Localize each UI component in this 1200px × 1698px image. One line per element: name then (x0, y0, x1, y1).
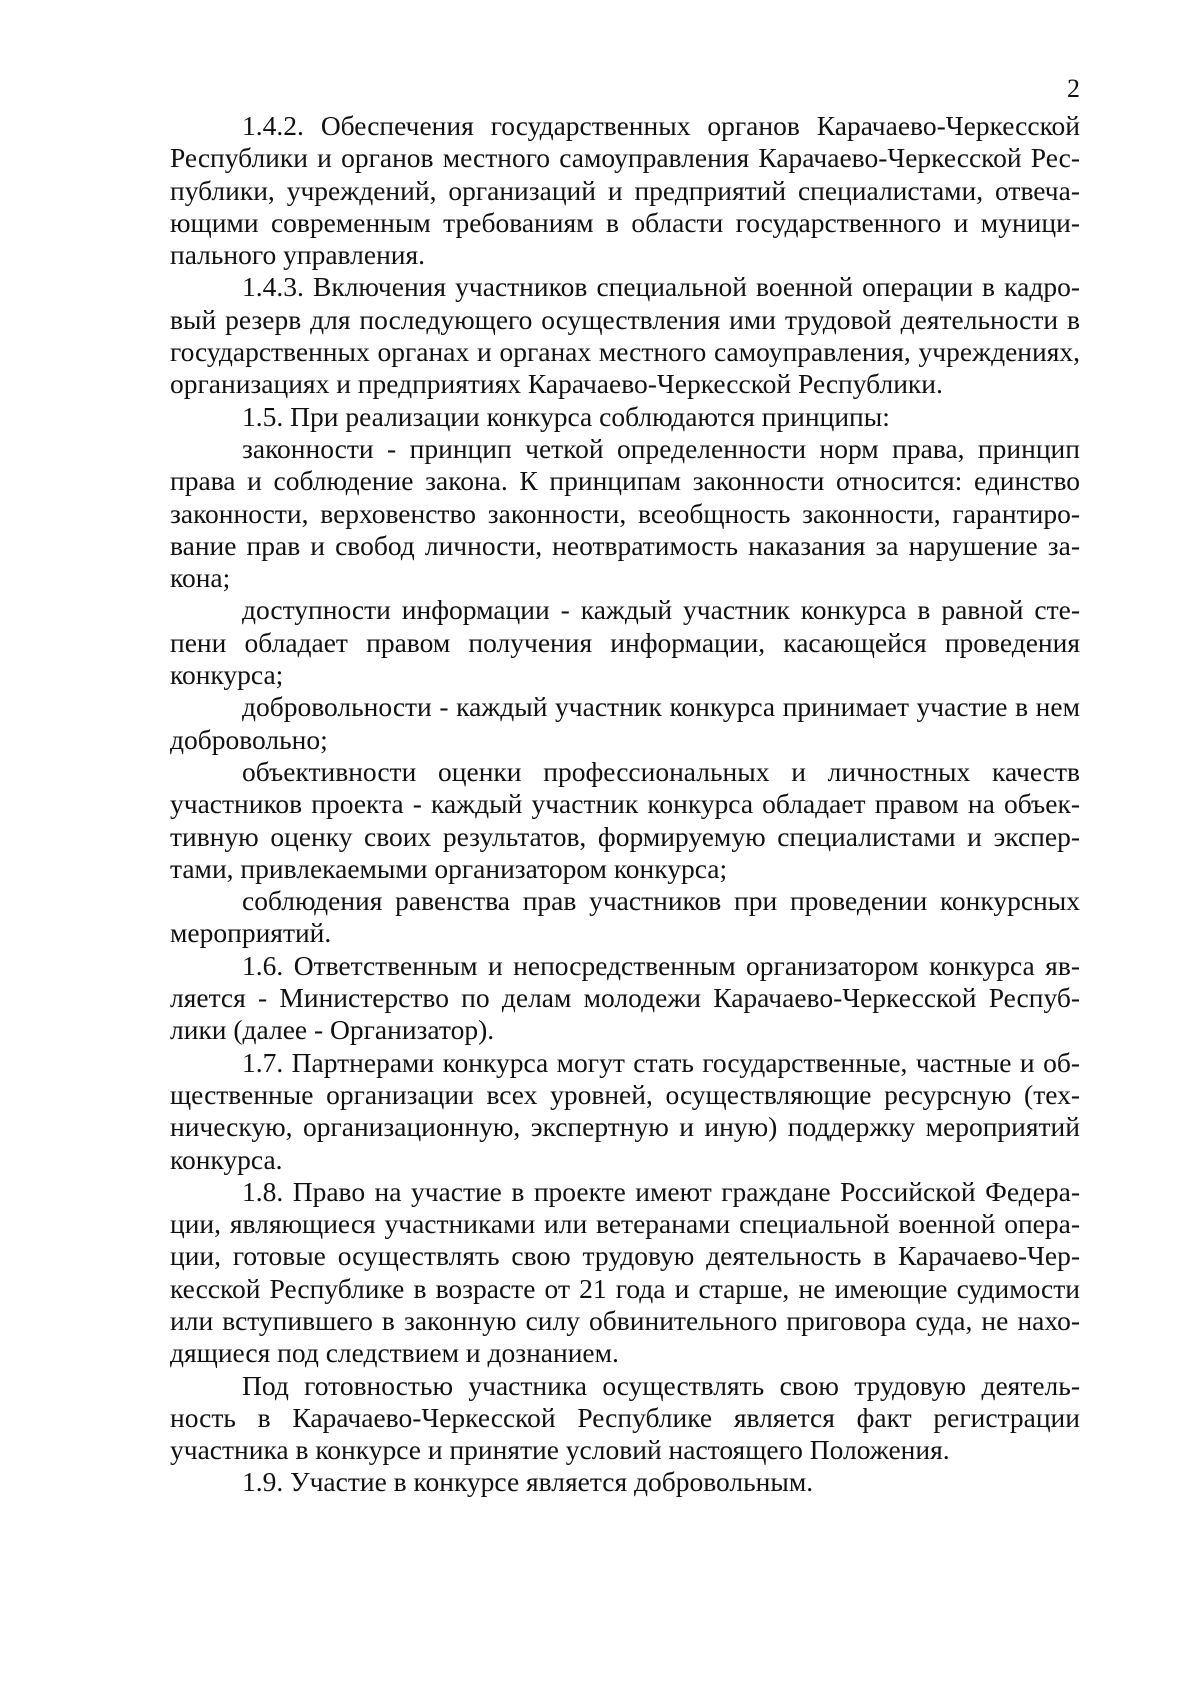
principle-equality: соблюдения равенства прав участников при проведении конкурсных мероприятий. (170, 885, 1080, 949)
paragraph-readiness: Под готовностью участника осуществлять свою трудовую деятельность в Карачаево-Черкесской Республике является факт регистрации участника в конкурсе и принятие условий настоящего Положения. (170, 1369, 1080, 1466)
paragraph-1-6: 1.6. Ответственным и непосредственным организатором конкурса является - Министерство по делам молодежи Карачаево-Черкесской Республики (далее - Организатор). (170, 949, 1080, 1046)
page-number: 2 (1067, 74, 1080, 103)
paragraph-1-4-3: 1.4.3. Включения участников специальной военной операции в кадровый резерв для последующего осуществления ими трудовой деятельности в государственных органах и органах местного самоуправления, учреждениях, организациях и предприятиях Карачаево-Черкесской Республики. (170, 271, 1080, 400)
paragraph-1-7: 1.7. Партнерами конкурса могут стать государственные, частные и общественные организации всех уровней, осуществляющие ресурсную (техническую, организационную, экспертную и иную) поддержку мероприятий конкурса. (170, 1046, 1080, 1175)
principle-voluntariness: добровольности - каждый участник конкурса принимает участие в нем добровольно; (170, 691, 1080, 755)
paragraph-1-9: 1.9. Участие в конкурсе является добровольным. (242, 1466, 814, 1498)
principle-objectivity: объективности оценки профессиональных и личностных качеств участников проекта - каждый участник конкурса обладает правом на объективную оценку своих результатов, формируемую специалистами и экспертами, привлекаемыми организатором конкурса; (170, 755, 1080, 884)
principle-legality: законности - принцип четкой определенности норм права, принцип права и соблюдение закона. К принципам законности относится: единство законности, верховенство законности, всеобщность законности, гарантирование прав и свобод личности, неотвратимость наказания за нарушение закона; (170, 432, 1080, 594)
paragraph-1-8: 1.8. Право на участие в проекте имеют граждане Российской Федерации, являющиеся участниками или ветеранами специальной военной операции, готовые осуществлять свою трудовую деятельность в Карачаево-Черкесской Республике в возрасте от 21 года и старше, не имеющие судимости или вступившего в законную силу обвинительного приговора суда, не находящиеся под следствием и дознанием. (170, 1175, 1080, 1369)
document-body (170, 110, 1080, 1499)
principle-information-access: доступности информации - каждый участник конкурса в равной степени обладает правом получения информации, касающейся проведения конкурса; (170, 594, 1080, 691)
paragraph-1-5: 1.5. При реализации конкурса соблюдаются принципы: (242, 400, 890, 432)
paragraph-1-4-2: 1.4.2. Обеспечения государственных органов Карачаево-Черкесской Республики и органов местного самоуправления Карачаево-Черкесской Республики, учреждений, организаций и предприятий специалистами, отвечающими современным требованиям в области государственного и муниципального управления. (170, 110, 1080, 271)
